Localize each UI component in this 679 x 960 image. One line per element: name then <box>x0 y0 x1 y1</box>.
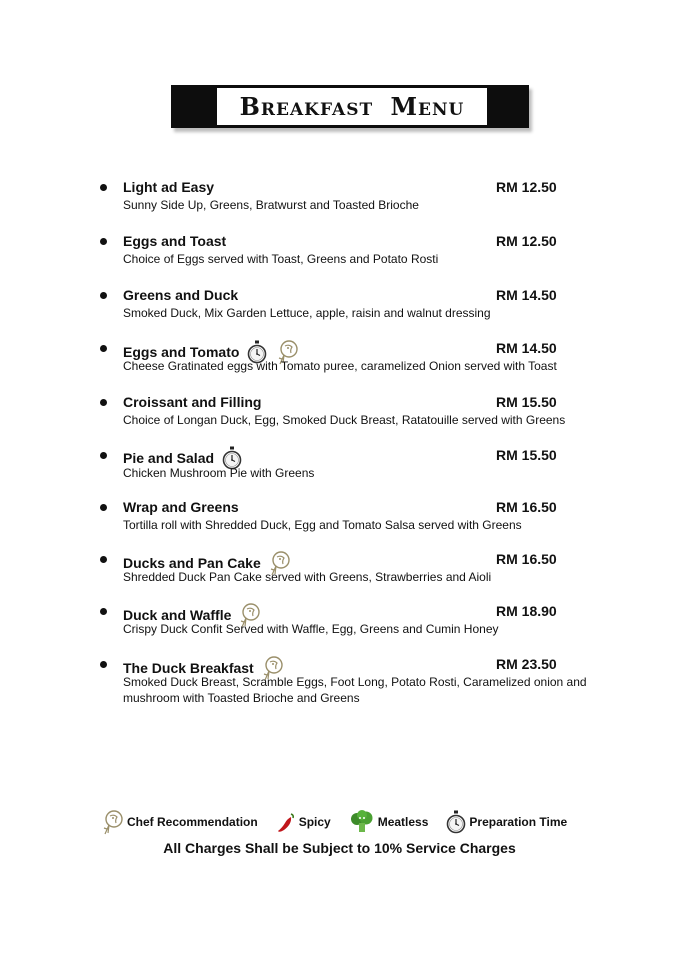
legend-item <box>102 809 258 835</box>
legend-item <box>276 811 331 833</box>
item-name <box>123 498 239 516</box>
item-description: Choice of Eggs served with Toast, Greens and Potato Rosti <box>123 252 439 266</box>
bullet <box>100 504 107 511</box>
item-price: RM 23.50 <box>496 656 557 672</box>
page-title: Breakfast Menu <box>239 92 465 121</box>
item-name-text: Duck and Waffle <box>123 607 232 623</box>
item-price: RM 15.50 <box>496 394 557 410</box>
item-name-text: Eggs and Tomato <box>123 344 240 360</box>
chili-pepper-icon <box>276 811 299 833</box>
item-name <box>123 286 238 304</box>
bullet <box>100 608 107 615</box>
item-description: Sunny Side Up, Greens, Bratwurst and Toasted Brioche <box>123 198 419 212</box>
item-name-text: Wrap and Greens <box>123 499 239 515</box>
item-name-text: Pie and Salad <box>123 450 215 466</box>
bullet <box>100 238 107 245</box>
item-description: Shredded Duck Pan Cake served with Greens, Strawberries and Aioli <box>123 570 492 584</box>
stopwatch-icon <box>446 810 469 834</box>
item-name <box>123 232 226 250</box>
bullet <box>100 345 107 352</box>
title-box <box>214 88 490 125</box>
item-price: RM 18.90 <box>496 603 557 619</box>
legend-label: Chef Recommendation <box>127 815 258 829</box>
item-price: RM 14.50 <box>496 287 557 303</box>
item-description: Crispy Duck Confit Served with Waffle, Egg, Greens and Cumin Honey <box>123 622 499 636</box>
title-banner <box>171 85 529 128</box>
bullet <box>100 184 107 191</box>
bullet <box>100 452 107 459</box>
item-price: RM 15.50 <box>496 447 557 463</box>
icon-legend <box>102 808 585 836</box>
legend-item <box>349 810 429 834</box>
item-description: Smoked Duck Breast, Scramble Eggs, Foot Long, Potato Rosti, Caramelized onion and mushroom with Toasted Brioche and Greens <box>123 675 587 705</box>
legend-label: Meatless <box>377 815 429 829</box>
item-description: Cheese Gratinated eggs with Tomato puree, caramelized Onion served with Toast <box>123 359 557 373</box>
item-description: Choice of Longan Duck, Egg, Smoked Duck Breast, Ratatouille served with Greens <box>123 413 566 427</box>
legend-label: Preparation Time <box>469 815 568 829</box>
item-description: Tortilla roll with Shredded Duck, Egg and Tomato Salsa served with Greens <box>123 518 522 532</box>
legend-item <box>446 810 567 834</box>
item-description: Smoked Duck, Mix Garden Lettuce, apple, raisin and walnut dressing <box>123 306 491 320</box>
item-name-text: Light ad Easy <box>123 179 215 195</box>
item-price: RM 14.50 <box>496 340 557 356</box>
item-price: RM 16.50 <box>496 499 557 515</box>
bullet <box>100 399 107 406</box>
item-price: RM 12.50 <box>496 179 557 195</box>
chef-recommendation-icon <box>102 809 127 835</box>
item-name <box>123 178 214 196</box>
item-name-text: Ducks and Pan Cake <box>123 555 261 571</box>
broccoli-icon <box>349 810 378 834</box>
item-name-text: Croissant and Filling <box>123 394 262 410</box>
item-description: Chicken Mushroom Pie with Greens <box>123 466 315 480</box>
item-name-text: Eggs and Toast <box>123 233 227 249</box>
item-name <box>123 393 261 411</box>
legend-label: Spicy <box>298 815 331 829</box>
bullet <box>100 661 107 668</box>
bullet <box>100 292 107 299</box>
bullet <box>100 556 107 563</box>
item-price: RM 16.50 <box>496 551 557 567</box>
item-name-text: The Duck Breakfast <box>123 660 254 676</box>
item-name-text: Greens and Duck <box>123 287 239 303</box>
item-price: RM 12.50 <box>496 233 557 249</box>
service-charge-note: All Charges Shall be Subject to 10% Service Charges <box>163 840 516 856</box>
